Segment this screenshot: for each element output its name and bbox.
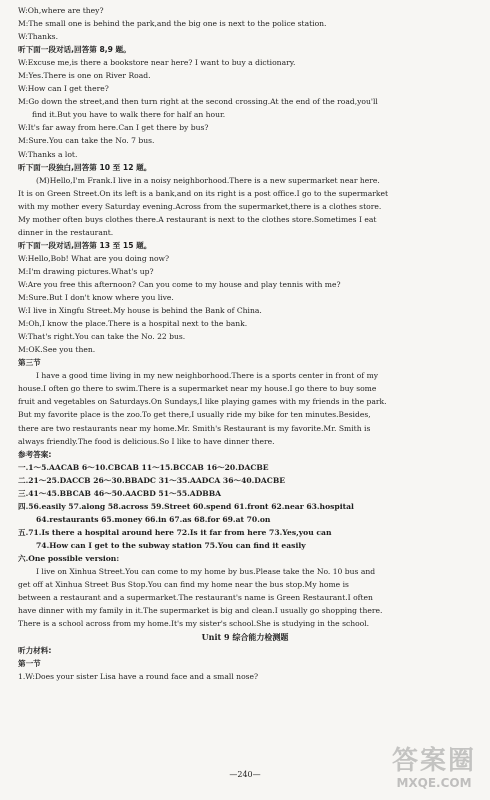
section-body — [18, 644, 472, 683]
text-line: W:How can I get there? — [18, 84, 109, 94]
text-line: I live on Xinhua Street.You can come to my home by bus.Please take the No. 10 bus and — [36, 567, 376, 577]
page-number: —240— — [229, 770, 261, 779]
text-line: 第三节 — [18, 358, 41, 368]
text-line: M:Sure.But I don't know where you live. — [18, 293, 174, 303]
document-body — [18, 4, 472, 630]
text-line: M:Yes.There is one on River Road. — [18, 71, 151, 81]
section-line: 第一节 — [18, 659, 41, 669]
text-line: fruit and vegetables on Saturdays.On Sundays,I like playing games with my friends in the park. — [18, 397, 387, 407]
text-line: 74.How can I get to the subway station 75.You can find it easily — [36, 540, 306, 550]
text-line: W:It's far away from here.Can I get there by bus? — [18, 123, 209, 133]
text-line: It is on Green Street.On its left is a bank,and on its right is a post office.I go to the supermarket — [18, 188, 388, 198]
text-line: house.I often go there to swim.There is a supermarket near my house.I go there to buy some — [18, 384, 377, 394]
text-line: M:Sure.You can take the No. 7 bus. — [18, 136, 155, 146]
text-line: 二.21～25.DACCB 26～30.BBADC 31～35.AADCA 36～40.DACBE — [18, 475, 286, 485]
text-line: 四.56.easily 57.along 58.across 59.Street 60.spend 61.front 62.near 63.hospital — [18, 501, 354, 511]
text-line: 三.41～45.BBCAB 46～50.AACBD 51～55.ADBBA — [18, 488, 222, 498]
text-line: M:The small one is behind the park,and the big one is next to the police station. — [18, 19, 327, 29]
text-line: But my favorite place is the zoo.To get there,I usually ride my bike for ten minutes.Besides, — [18, 410, 371, 420]
text-line: 参考答案: — [18, 449, 52, 459]
text-line: W:Excuse me,is there a bookstore near here? I want to buy a dictionary. — [18, 58, 296, 68]
text-line: 五.71.Is there a hospital around here 72.Is it far from here 73.Yes,you can — [18, 527, 332, 537]
text-line: (M)Hello,I'm Frank.I live in a noisy neighborhood.There is a new supermarket near here. — [36, 175, 380, 185]
text-line: between a restaurant and a supermarket.The restaurant's name is Green Restaurant.I often — [18, 593, 373, 603]
text-line: with my mother every Saturday evening.Across from the supermarket,there is a clothes store. — [18, 201, 382, 211]
text-line: dinner in the restaurant. — [18, 227, 114, 237]
watermark-text: 答案圈 — [391, 746, 476, 776]
text-line: 六.One possible version: — [18, 553, 120, 563]
text-line: M:OK.See you then. — [18, 345, 96, 355]
text-line: W:That's right.You can take the No. 22 bus. — [18, 332, 186, 342]
text-line: M:Oh,I know the place.There is a hospital next to the bank. — [18, 319, 248, 329]
text-line: 听下面一段独白,回答第 10 至 12 题。 — [18, 162, 152, 172]
text-line: W:Thanks a lot. — [18, 149, 78, 159]
text-line: 一.1～5.AACAB 6～10.CBCAB 11～15.BCCAB 16～20.DACBE — [18, 462, 269, 472]
text-line: M:I'm drawing pictures.What's up? — [18, 266, 154, 276]
unit-title: Unit 9 综合能力检测题 — [201, 632, 289, 643]
section-line: 听力材料: — [18, 646, 52, 656]
section-line: 1.W:Does your sister Lisa have a round face and a small nose? — [18, 672, 259, 682]
text-line: W:Oh,where are they? — [18, 6, 104, 15]
text-line: M:Go down the street,and then turn right at the second crossing.At the end of the road,you'll — [18, 97, 378, 107]
text-line: 听下面一段对话,回答第 8,9 题。 — [18, 45, 131, 55]
text-line: 听下面一段对话,回答第 13 至 15 题。 — [18, 240, 152, 250]
text-line: I have a good time living in my new neighborhood.There is a sports center in front of my — [36, 371, 379, 381]
text-line: My mother often buys clothes there.A restaurant is next to the clothes store.Sometimes I eat — [18, 214, 377, 224]
text-line: get off at Xinhua Street Bus Stop.You can find my home near the bus stop.My home is — [18, 580, 349, 590]
text-line: There is a school across from my home.It's my sister's school.She is studying in the school. — [18, 619, 370, 629]
text-line: always friendly.The food is delicious.So I like to have dinner there. — [18, 436, 275, 446]
text-line: there are two restaurants near my home.Mr. Smith's Restaurant is my favorite.Mr. Smith is — [18, 423, 371, 433]
watermark-url: MXQE.COM — [396, 776, 472, 790]
text-line: W:I live in Xingfu Street.My house is behind the Bank of China. — [18, 306, 262, 316]
text-line: W:Thanks. — [18, 32, 58, 42]
text-line: W:Hello,Bob! What are you doing now? — [18, 253, 170, 263]
text-line: 64.restaurants 65.money 66.in 67.as 68.for 69.at 70.on — [36, 514, 271, 524]
watermark-logo — [384, 746, 484, 796]
text-line: find it.But you have to walk there for half an hour. — [32, 110, 226, 120]
text-line: have dinner with my family in it.The supermarket is big and clean.I usually go shopping there. — [18, 606, 383, 616]
text-line: W:Are you free this afternoon? Can you come to my house and play tennis with me? — [18, 279, 341, 289]
